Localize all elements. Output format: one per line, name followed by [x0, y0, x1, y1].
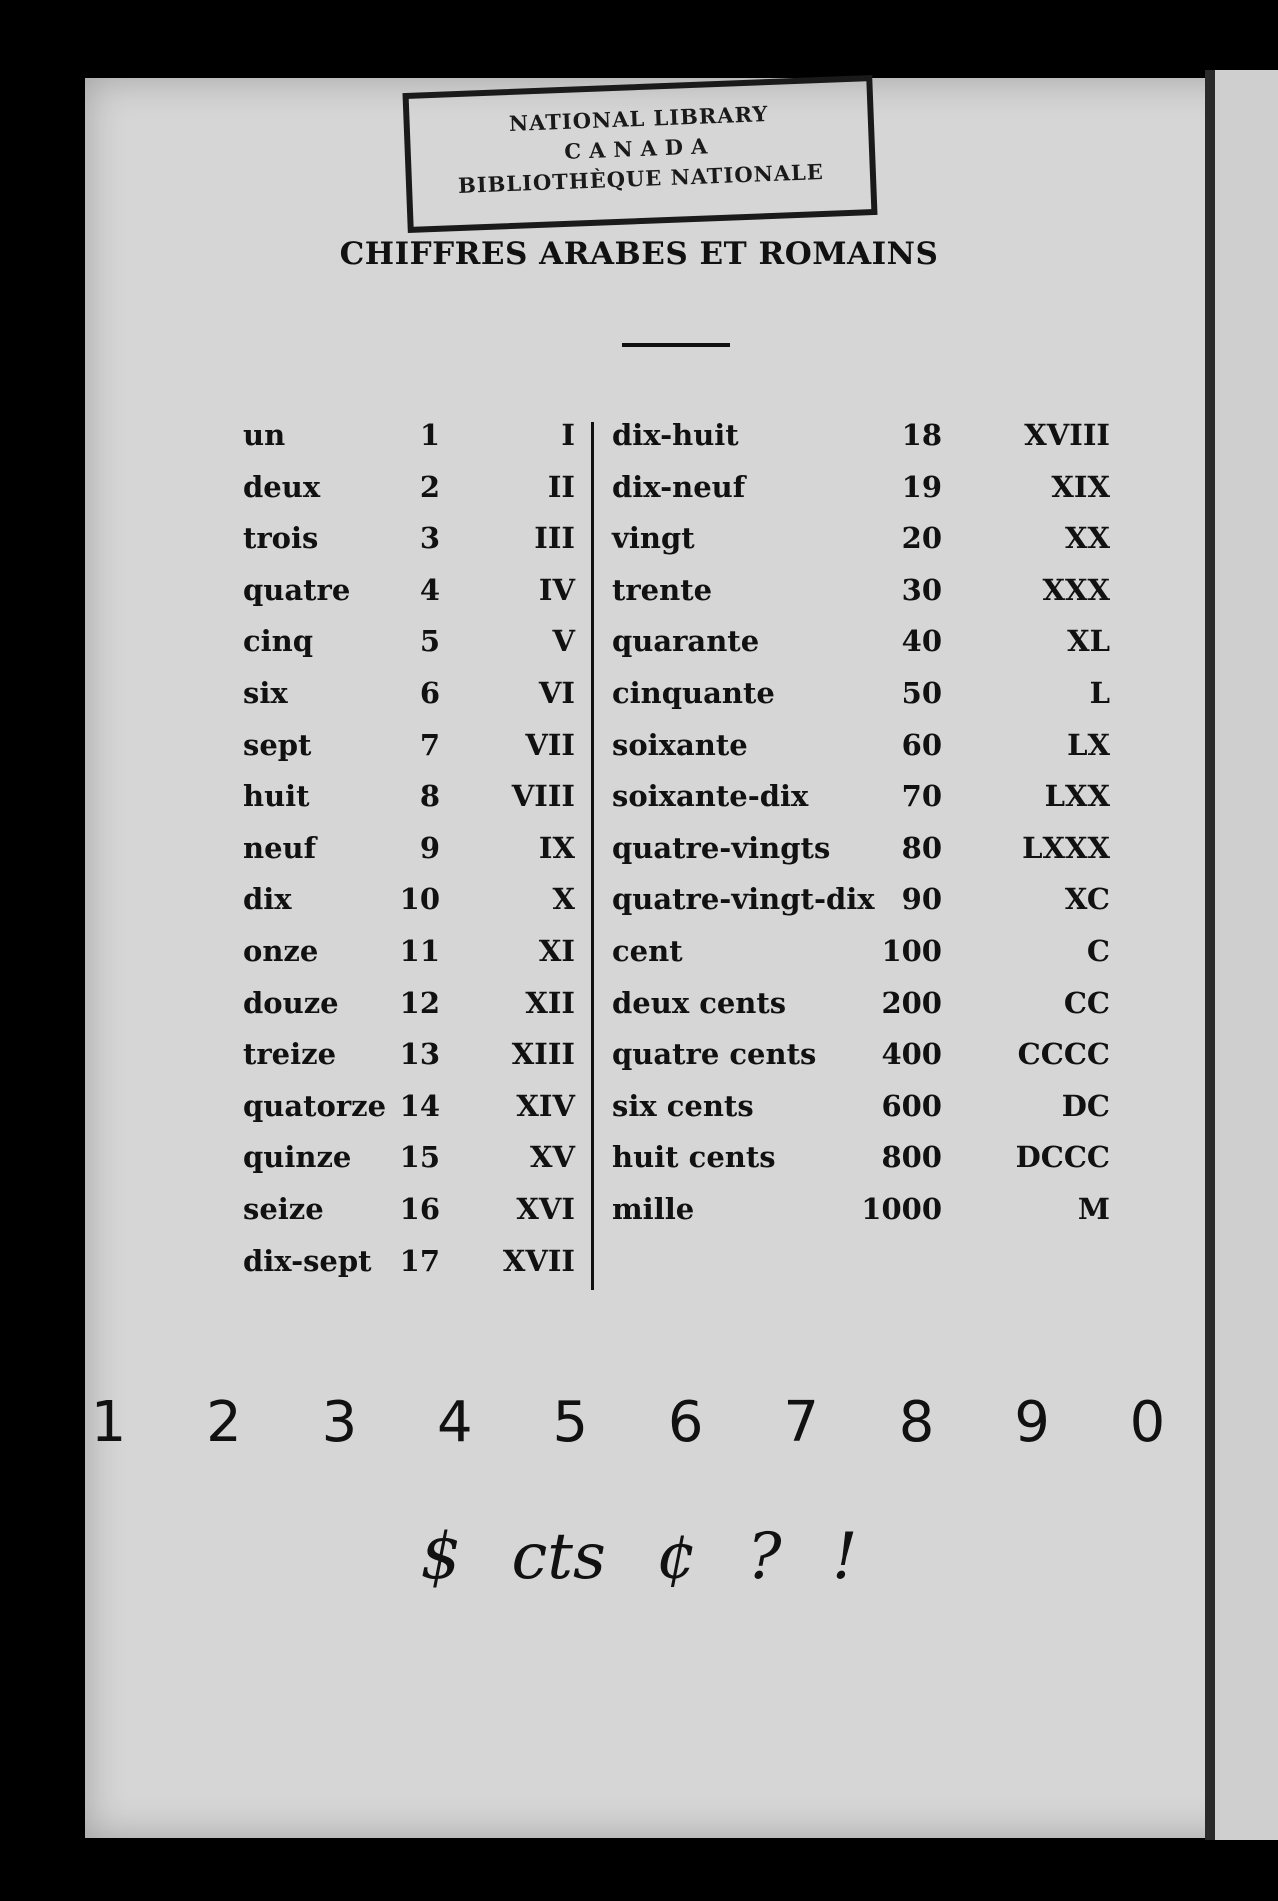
roman-numeral: II	[547, 469, 575, 504]
roman-numeral: IV	[538, 572, 575, 607]
number-word: mille	[612, 1192, 695, 1226]
roman-numeral: DCCC	[1015, 1140, 1110, 1175]
table-row	[0, 1192, 1278, 1232]
arabic-numeral: 1	[419, 418, 440, 452]
table-row	[0, 521, 1278, 561]
table-row	[0, 1244, 1278, 1284]
number-word: quinze	[243, 1140, 352, 1175]
table-row	[0, 728, 1278, 768]
roman-numeral: XIV	[516, 1088, 575, 1123]
number-word: huit	[243, 779, 310, 814]
arabic-numeral: 100	[881, 934, 942, 968]
arabic-numeral: 4	[419, 572, 440, 607]
number-word: treize	[243, 1037, 337, 1072]
arabic-numeral: 9	[419, 830, 440, 865]
arabic-numeral: 60	[901, 727, 942, 762]
number-word: quatre cents	[612, 1037, 817, 1072]
arabic-numeral: 200	[881, 985, 942, 1020]
library-stamp	[402, 75, 877, 233]
number-word: huit cents	[612, 1140, 776, 1175]
number-word: cent	[612, 934, 683, 968]
stamp-line-3: BIBLIOTHÈQUE NATIONALE	[457, 158, 825, 198]
arabic-numeral: 40	[901, 624, 942, 659]
handwritten-symbols: $ cts ¢ ? !	[420, 1520, 858, 1594]
table-row	[0, 1089, 1278, 1129]
roman-numeral: XIII	[511, 1037, 575, 1072]
roman-numeral: CCCC	[1017, 1037, 1110, 1072]
number-word: neuf	[243, 830, 317, 865]
arabic-numeral: 20	[901, 521, 942, 556]
number-word: deux cents	[612, 985, 787, 1020]
number-word: cinquante	[612, 676, 775, 710]
roman-numeral: XVIII	[1024, 418, 1110, 452]
number-word: quatorze	[243, 1088, 387, 1123]
number-word: six	[243, 676, 288, 710]
roman-numeral: IX	[538, 830, 575, 865]
roman-numeral: XV	[529, 1140, 575, 1175]
roman-numeral: XX	[1064, 521, 1110, 556]
number-word: un	[243, 418, 286, 452]
roman-numeral: I	[561, 418, 575, 452]
number-word: quarante	[612, 624, 760, 659]
table-row	[0, 779, 1278, 819]
arabic-numeral: 14	[399, 1088, 440, 1123]
number-word: douze	[243, 985, 339, 1020]
table-row	[0, 676, 1278, 716]
number-word: quatre	[243, 572, 351, 607]
roman-numeral: M	[1077, 1192, 1110, 1226]
number-word: six cents	[612, 1088, 754, 1123]
roman-numeral: XII	[525, 985, 575, 1020]
arabic-numeral: 90	[901, 882, 942, 917]
arabic-numeral: 8	[419, 779, 440, 814]
arabic-numeral: 80	[901, 830, 942, 865]
arabic-numeral: 18	[901, 418, 942, 452]
arabic-numeral: 50	[901, 676, 942, 710]
roman-numeral: XVI	[516, 1192, 575, 1226]
roman-numeral: DC	[1061, 1088, 1110, 1123]
table-row	[0, 573, 1278, 613]
number-word: quatre-vingt-dix	[612, 882, 875, 917]
roman-numeral: VII	[525, 727, 575, 762]
roman-numeral: L	[1089, 676, 1110, 710]
roman-numeral: V	[552, 624, 575, 659]
stamp-line-1: NATIONAL LIBRARY	[508, 101, 769, 136]
arabic-numeral: 11	[399, 934, 440, 968]
arabic-numeral: 7	[419, 727, 440, 762]
table-row	[0, 831, 1278, 871]
arabic-numeral: 19	[901, 469, 942, 504]
table-row	[0, 418, 1278, 458]
roman-numeral: C	[1086, 934, 1110, 968]
roman-numeral: XIX	[1051, 469, 1110, 504]
arabic-numeral: 15	[399, 1140, 440, 1175]
arabic-numeral: 1000	[861, 1192, 942, 1226]
arabic-numeral: 5	[419, 624, 440, 659]
number-word: onze	[243, 934, 319, 968]
arabic-numeral: 400	[881, 1037, 942, 1072]
number-word: soixante-dix	[612, 779, 809, 814]
table-row	[0, 1140, 1278, 1180]
arabic-numeral: 30	[901, 572, 942, 607]
number-word: seize	[243, 1192, 324, 1226]
number-word: vingt	[612, 521, 695, 556]
arabic-numeral: 13	[399, 1037, 440, 1072]
roman-numeral: XVII	[502, 1243, 575, 1278]
arabic-numeral: 70	[901, 779, 942, 814]
roman-numeral: XL	[1067, 624, 1110, 659]
roman-numeral: VI	[538, 676, 575, 710]
arabic-numeral: 600	[881, 1088, 942, 1123]
number-word: soixante	[612, 727, 748, 762]
number-word: trois	[243, 521, 319, 556]
arabic-numeral: 17	[399, 1243, 440, 1278]
table-row	[0, 470, 1278, 510]
table-row	[0, 882, 1278, 922]
roman-numeral: XXX	[1042, 572, 1110, 607]
roman-numeral: LXXX	[1022, 830, 1110, 865]
arabic-numeral: 800	[881, 1140, 942, 1175]
roman-numeral: X	[552, 882, 575, 917]
page-title: CHIFFRES ARABES ET ROMAINS	[339, 236, 939, 272]
roman-numeral: III	[534, 521, 575, 556]
roman-numeral: LX	[1067, 727, 1110, 762]
arabic-numeral: 2	[419, 469, 440, 504]
stamp-line-2: CANADA	[563, 133, 716, 164]
roman-numeral: VIII	[511, 779, 575, 814]
number-word: deux	[243, 469, 321, 504]
roman-numeral: CC	[1063, 985, 1110, 1020]
number-word: quatre-vingts	[612, 830, 831, 865]
title-rule	[622, 343, 730, 347]
roman-numeral: LXX	[1044, 779, 1110, 814]
table-row	[0, 624, 1278, 664]
roman-numeral: XC	[1064, 882, 1110, 917]
table-row	[0, 1037, 1278, 1077]
table-row	[0, 986, 1278, 1026]
number-word: sept	[243, 727, 312, 762]
number-word: cinq	[243, 624, 314, 659]
number-word: dix-huit	[612, 418, 739, 452]
arabic-numeral: 6	[419, 676, 440, 710]
number-word: trente	[612, 572, 713, 607]
roman-numeral: XI	[538, 934, 575, 968]
arabic-numeral: 3	[419, 521, 440, 556]
number-word: dix-neuf	[612, 469, 746, 504]
handwritten-digits: 1 2 3 4 5 6 7 8 9 0	[90, 1390, 1188, 1455]
table-row	[0, 934, 1278, 974]
arabic-numeral: 12	[399, 985, 440, 1020]
arabic-numeral: 10	[399, 882, 440, 917]
arabic-numeral: 16	[399, 1192, 440, 1226]
number-word: dix	[243, 882, 292, 917]
number-word: dix-sept	[243, 1243, 372, 1278]
